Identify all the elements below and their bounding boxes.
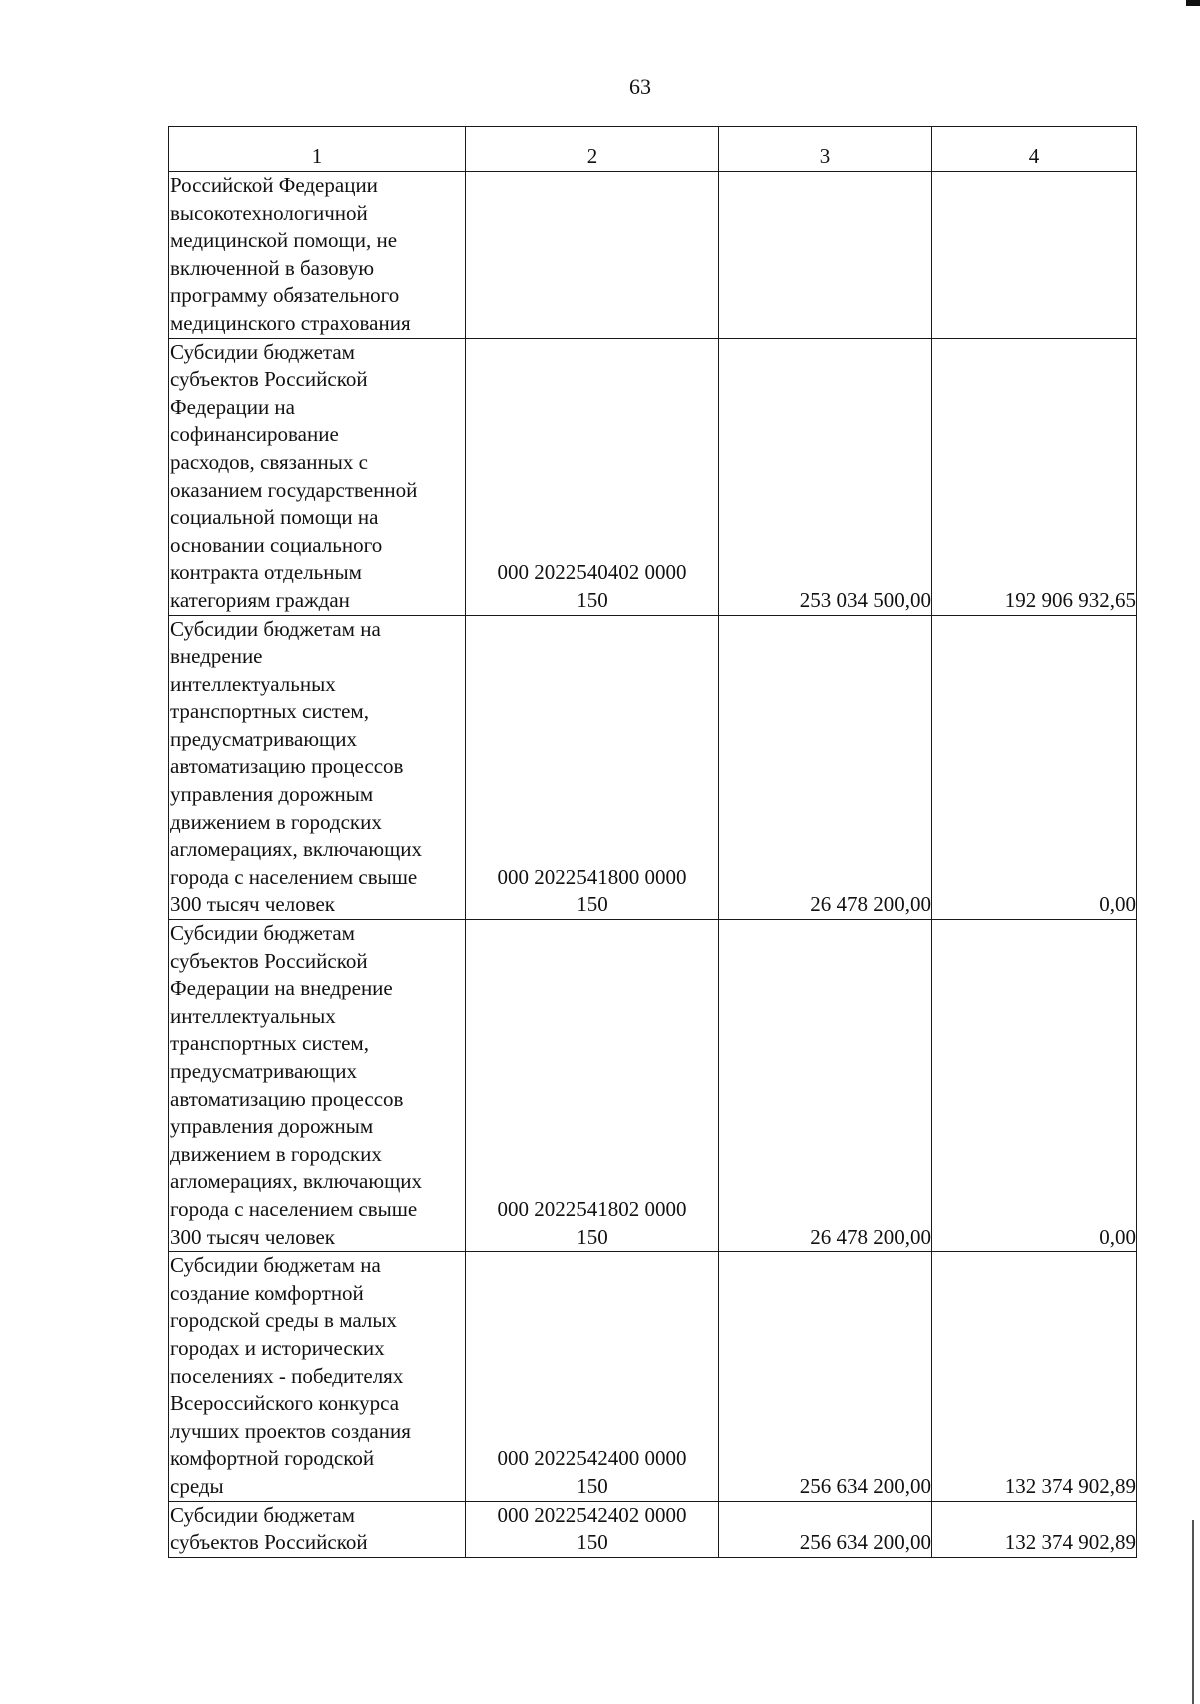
page-number: 63 [629, 74, 651, 99]
column-header-4: 4 [932, 127, 1137, 172]
column-header-2: 2 [466, 127, 719, 172]
row-name-cell: Субсидии бюджетам субъектов Российской Федерации на внедрение интеллектуальных транспортных систем, предусматривающих автоматизацию процессов управления дорожным движением в городских агломерациях, включающих города с населением свыше 300 тысяч человек [169, 920, 466, 1252]
row-code-cell: 000 2022540402 0000 150 [466, 338, 719, 615]
header-row [169, 127, 1137, 172]
table-row [169, 338, 1137, 615]
row-actual-cell: 192 906 932,65 [932, 338, 1137, 615]
scan-edge-line [1192, 1520, 1194, 1704]
row-name-cell: Субсидии бюджетам на внедрение интеллектуальных транспортных систем, предусматривающих автоматизацию процессов управления дорожным движением в городских агломерациях, включающих города с населением свыше 300 тысяч человек [169, 615, 466, 920]
row-code-cell: 000 2022542400 0000 150 [466, 1252, 719, 1501]
row-actual-cell [932, 172, 1137, 339]
column-header-3: 3 [719, 127, 932, 172]
row-actual-cell: 132 374 902,89 [932, 1501, 1137, 1557]
table-row [169, 615, 1137, 920]
row-actual-cell: 0,00 [932, 615, 1137, 920]
row-plan-cell: 26 478 200,00 [719, 615, 932, 920]
table-row [169, 1501, 1137, 1557]
row-plan-cell: 256 634 200,00 [719, 1252, 932, 1501]
row-code-cell [466, 172, 719, 339]
column-header-1: 1 [169, 127, 466, 172]
table-row [169, 172, 1137, 339]
row-plan-cell [719, 172, 932, 339]
row-actual-cell: 0,00 [932, 920, 1137, 1252]
table-header [169, 127, 1137, 172]
row-plan-cell: 256 634 200,00 [719, 1501, 932, 1557]
row-plan-cell: 26 478 200,00 [719, 920, 932, 1252]
row-code-cell: 000 2022542402 0000 150 [466, 1501, 719, 1557]
row-name-cell: Российской Федерации высокотехнологичной медицинской помощи, не включенной в базовую программу обязательного медицинского страхования [169, 172, 466, 339]
row-code-cell: 000 2022541800 0000 150 [466, 615, 719, 920]
row-name-cell: Субсидии бюджетам на создание комфортной городской среды в малых городах и исторических поселениях - победителях Всероссийского конкурса лучших проектов создания комфортной городской среды [169, 1252, 466, 1501]
table-row [169, 920, 1137, 1252]
budget-table [168, 126, 1137, 1558]
row-name-cell: Субсидии бюджетам субъектов Российской Федерации на софинансирование расходов, связанных с оказанием государственной социальной помощи на основании социального контракта отдельным категориям граждан [169, 338, 466, 615]
row-name-cell: Субсидии бюджетам субъектов Российской [169, 1501, 466, 1557]
scan-corner-mark [1186, 0, 1200, 6]
row-code-cell: 000 2022541802 0000 150 [466, 920, 719, 1252]
row-plan-cell: 253 034 500,00 [719, 338, 932, 615]
table-body [169, 172, 1137, 1558]
table-row [169, 1252, 1137, 1501]
row-actual-cell: 132 374 902,89 [932, 1252, 1137, 1501]
